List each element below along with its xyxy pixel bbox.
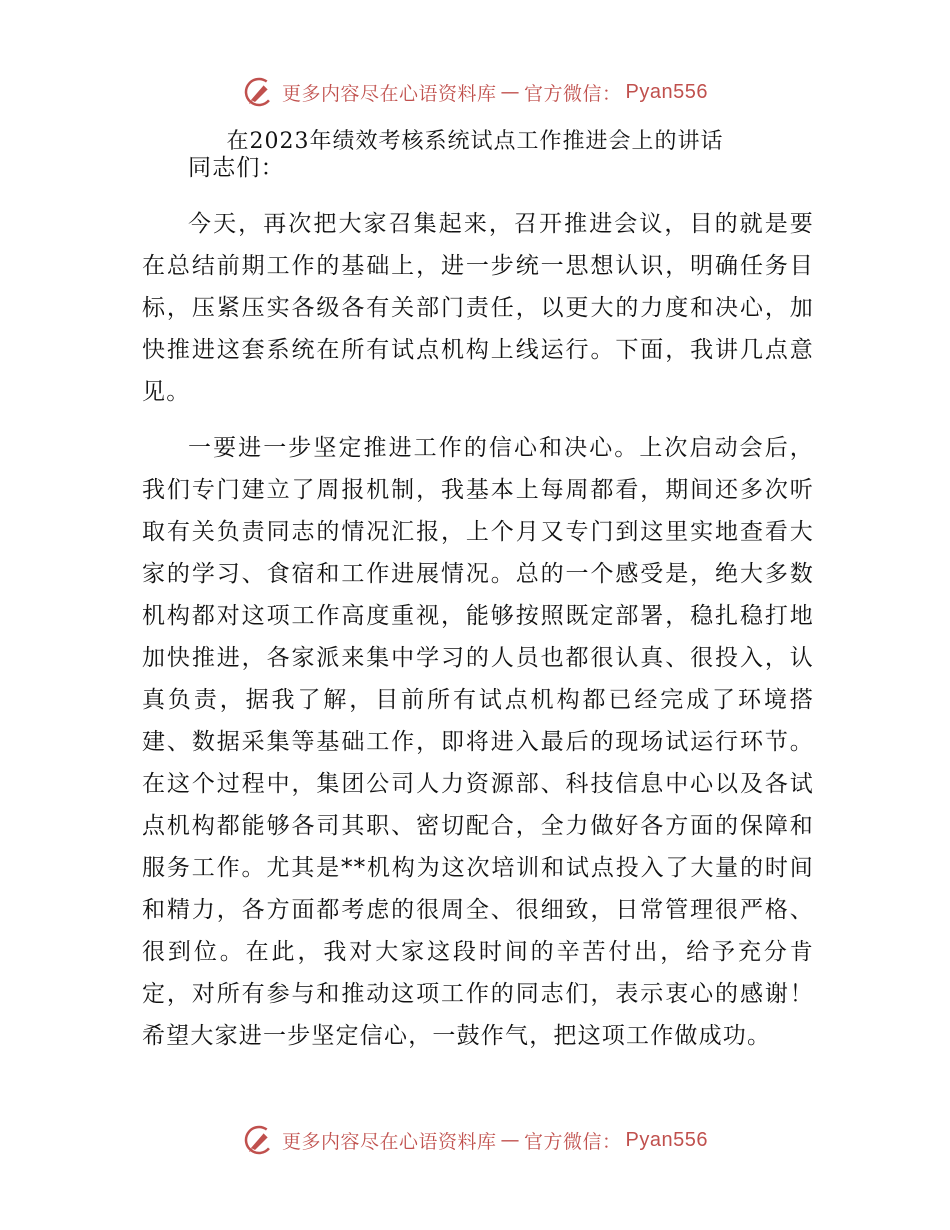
watermark-contact-label: 官方微信： <box>524 82 622 105</box>
watermark-header <box>0 70 950 114</box>
document-title: 在2023年绩效考核系统试点工作推进会上的讲话 <box>226 129 724 154</box>
pen-logo-icon <box>242 1123 276 1157</box>
watermark-text: 更多内容尽在心语资料库 <box>282 1130 497 1153</box>
watermark-contact-label: 官方微信： <box>524 1130 622 1153</box>
paragraph-intro: 今天，再次把大家召集起来，召开推进会议，目的就是要在总结前期工作的基础上，进一步统一思想认识，明确任务目标，压紧压实各级各有关部门责任，以更大的力度和决心，加快推进这套系统在所有试点机构上线运行。下面，我讲几点意见。 <box>142 211 814 405</box>
salutation: 同志们： <box>188 155 285 181</box>
pen-logo-icon <box>242 75 276 109</box>
watermark-footer <box>0 1118 950 1162</box>
paragraph-point-one: 一要进一步坚定推进工作的信心和决心。上次启动会后，我们专门建立了周报机制，我基本上每周都看，期间还多次听取有关负责同志的情况汇报，上个月又专门到这里实地查看大家的学习、食宿和工作进展情况。总的一个感受是，绝大多数机构都对这项工作高度重视，能够按照既定部署，稳扎稳打地加快推进，各家派来集中学习的人员也都很认真、很投入，认真负责，据我了解，目前所有试点机构都已经完成了环境搭建、数据采集等基础工作，即将进入最后的现场试运行环节。在这个过程中，集团公司人力资源部、科技信息中心以及各试点机构都能够各司其职、密切配合，全力做好各方面的保障和服务工作。尤其是**机构为这次培训和试点投入了大量的时间和精力，各方面都考虑的很周全、很细致，日常管理很严格、很到位。在此，我对大家这段时间的辛苦付出，给予充分肯定，对所有参与和推动这项工作的同志们，表示衷心的感谢！希望大家进一步坚定信心，一鼓作气，把这项工作做成功。 <box>142 435 814 1049</box>
watermark-contact-id: Pyan556 <box>625 1128 708 1151</box>
watermark-dash: — <box>500 81 521 103</box>
watermark-dash: — <box>500 1129 521 1151</box>
document-body <box>142 147 814 1057</box>
watermark-text: 更多内容尽在心语资料库 <box>282 82 497 105</box>
watermark-contact-id: Pyan556 <box>625 80 708 103</box>
